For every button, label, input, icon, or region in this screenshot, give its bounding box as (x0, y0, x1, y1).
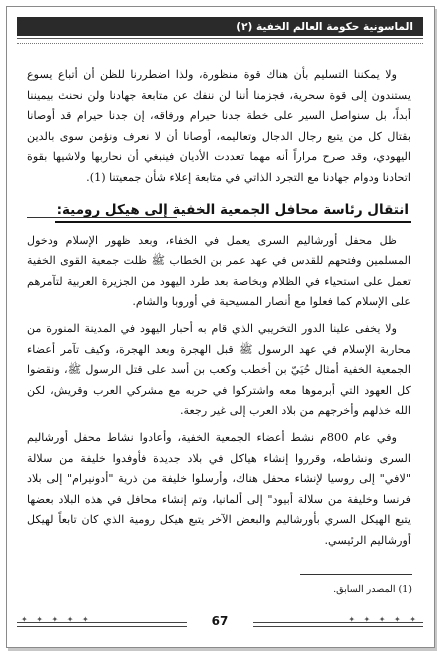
running-header-title: الماسونية حكومة العالم الخفية (٢) (236, 20, 413, 33)
paragraph: وفي عام 800م نشط أعضاء الجمعية الخفية، وأعادوا نشاط محفل أورشاليم السرى ونشاطه، وقرروا إنشاء هياكل في بلاد جديدة فأوفدوا خليفة من سلالة "لافي" إلى روسيا لإنشاء محفل هناك، وأرسلوا خليفة من ذرية "أدونيرام" إلى بلاد فرنسا وخليفة من سلالة أبيود" إلى ألمانيا، وتم إنشاء محافل في هذه البلاد بعضها يتبع الهيكل السري بأورشاليم والبعض الآخر يتبع هيكل رومية الذي كان تابعاً لهيكل أورشاليم الرئيسي. (27, 430, 411, 547)
heading-underline-rule (27, 217, 177, 218)
footer-ornament-left: ✦ ✦ ✦ ✦ ✦ (21, 615, 92, 624)
book-page (6, 6, 435, 648)
footnote-separator (300, 574, 412, 575)
paragraph: ظل محفل أورشاليم السرى يعمل في الخفاء، وبعد ظهور الإسلام ودخول المسلمين وفتحهم للقدس في عهد عمر بن الخطاب ﷺ ظلت جمعية القوى الخفية تعمل على استحياء في الظلام وبخاصة بعد طرد اليهود من الجزيرة العربية لتآمرهم على الإسلام كما فعلوا مع أنصار المسيحية في أوروبا والشام. (27, 233, 411, 309)
paragraph: ولا يخفى علينا الدور التخريبي الذي قام به أحبار اليهود في المدينة المنورة من محاربة الإسلام في عهد الرسول ﷺ قبل الهجرة وبعد الهجرة، وكيف تآمر أعضاء الجمعية الخفية أمثال حُيَيّ بن أخطب وكعب بن أسد على قتل الرسول ﷺ، ونقضوا كل العهود التي أبرموها معه واشتركوا في حربه مع مشركي العرب وقريش، لكن الله خذلهم وأخرجهم من بلاد العرب إلى غير رجعة. (27, 321, 411, 418)
paragraph: ولا يمكننا التسليم بأن هناك قوة منظورة، ولذا اضطررنا للظن أن أتباع يسوع يستندون إلى قوة سحرية، فجزمنا أننا لن ننفك عن متابعة جهادنا ولن نحنث بيميننا أبداً، بل سنواصل السير على خطة جدنا حيرام ورفاقه، إن جدنا حيرام قد أوصانا بقتال كل من يتبع رجال الدجال وتعاليمه، أوصانا أن لا نعرف ونؤمن سوى بالدين اليهودي، وقد صرح مراراً أنه مهما تعددت الأديان فينبغي أن نحاربها ولاشيها بقوة اتحادنا ودوام جهادنا مع التجرد الذاتي في متابعة إعلاء شأن جمعيتنا (1). (27, 68, 411, 184)
section-heading-text: انتقال رئاسة محافل الجمعية الخفية إلى هيكل رومية: (55, 199, 411, 223)
header-ornament-rule (17, 38, 423, 44)
page-footer (17, 611, 423, 635)
footer-ornament-right: ✦ ✦ ✦ ✦ ✦ (348, 615, 419, 624)
running-header (17, 17, 423, 36)
page-number: 67 (211, 614, 229, 628)
footer-rule-left (17, 622, 187, 627)
footnote: (1) المصدر السابق. (333, 584, 412, 595)
body-text (27, 65, 411, 551)
section-heading (27, 199, 411, 221)
